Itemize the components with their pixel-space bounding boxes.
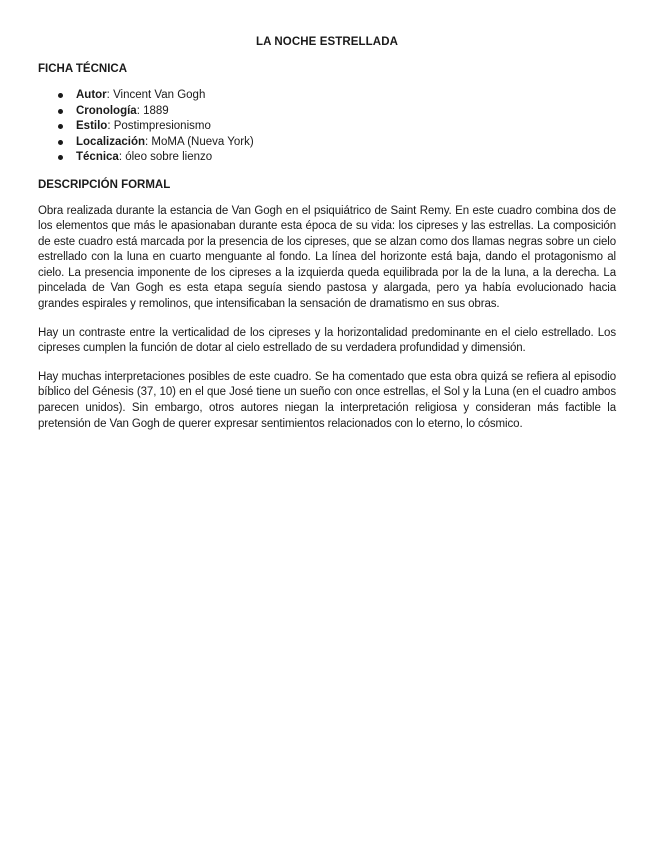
fact-item-estilo bbox=[58, 119, 616, 135]
description-paragraph-3: Hay muchas interpretaciones posibles de este cuadro. Se ha comentado que esta obra quizá se refiera al episodio bíblico del Génesis (37, 10) en el que José tiene un sueño con once estrellas, el Sol y la Luna (en el cuadro ambos parecen unidos). Sin embargo, otros autores niegan la interpretación religiosa y consideran más factible la pretensión de Van Gogh de querer expresar sentimientos relacionados con lo eterno, lo cósmico. bbox=[38, 370, 616, 430]
fact-label: Técnica bbox=[76, 151, 119, 163]
fact-label: Localización bbox=[76, 135, 146, 148]
fact-item-localizacion bbox=[58, 135, 616, 151]
fact-label: Estilo bbox=[76, 120, 108, 132]
fact-value: Postimpresionismo bbox=[113, 120, 211, 132]
fact-item-cronologia bbox=[58, 104, 616, 120]
fact-separator: : bbox=[107, 120, 114, 132]
fact-label: Autor bbox=[76, 89, 107, 101]
bullet-icon bbox=[58, 124, 63, 129]
fact-label: Cronología bbox=[76, 104, 137, 117]
bullet-icon bbox=[58, 93, 63, 98]
bullet-icon bbox=[58, 155, 63, 160]
description-heading: DESCRIPCIÓN FORMAL bbox=[38, 178, 171, 191]
document-page bbox=[38, 36, 616, 445]
description-paragraph-1: Obra realizada durante la estancia de Van Gogh en el psiquiátrico de Saint Remy. En este cuadro combina dos de los elementos que más le apasionaban durante esta época de su vida: los cipreses y las estrellas. La composición de este cuadro está marcada por la presencia de los cipreses, que se alzan como dos llamas negras sobre un cielo estrellado con la luna en cuarto menguante al fondo. La línea del horizonte está baja, dando el protagonismo al cielo. La presencia imponente de los cipreses a la izquierda queda equilibrada por la de la luna, a la derecha. La pincelada de Van Gogh es esta etapa seguía siendo pastosa y alargada, pero ya había evolucionado hacia grandes espirales y remolinos, que intensificaban la sensación de dramatismo en sus obras. bbox=[38, 204, 616, 311]
fact-value: óleo sobre lienzo bbox=[125, 151, 213, 163]
fact-item-autor bbox=[58, 88, 616, 104]
bullet-icon bbox=[58, 140, 63, 145]
fact-value: Vincent Van Gogh bbox=[113, 89, 206, 101]
fact-item-tecnica bbox=[58, 150, 616, 166]
fact-separator: : bbox=[136, 104, 144, 117]
bullet-icon bbox=[58, 109, 63, 114]
facts-heading: FICHA TÉCNICA bbox=[38, 63, 128, 75]
fact-separator: : bbox=[118, 151, 126, 163]
fact-value: MoMA (Nueva York) bbox=[151, 135, 254, 148]
document-title: LA NOCHE ESTRELLADA bbox=[255, 36, 399, 48]
fact-separator: : bbox=[145, 135, 152, 148]
facts-list bbox=[38, 88, 616, 166]
fact-separator: : bbox=[106, 89, 114, 101]
description-paragraph-2: Hay un contraste entre la verticalidad de los cipreses y la horizontalidad predominante en el cielo estrellado. Los cipreses cumplen la función de dotar al cielo estrellado de su verdadera profundidad y dimensión. bbox=[38, 326, 616, 355]
fact-value: 1889 bbox=[143, 104, 169, 117]
